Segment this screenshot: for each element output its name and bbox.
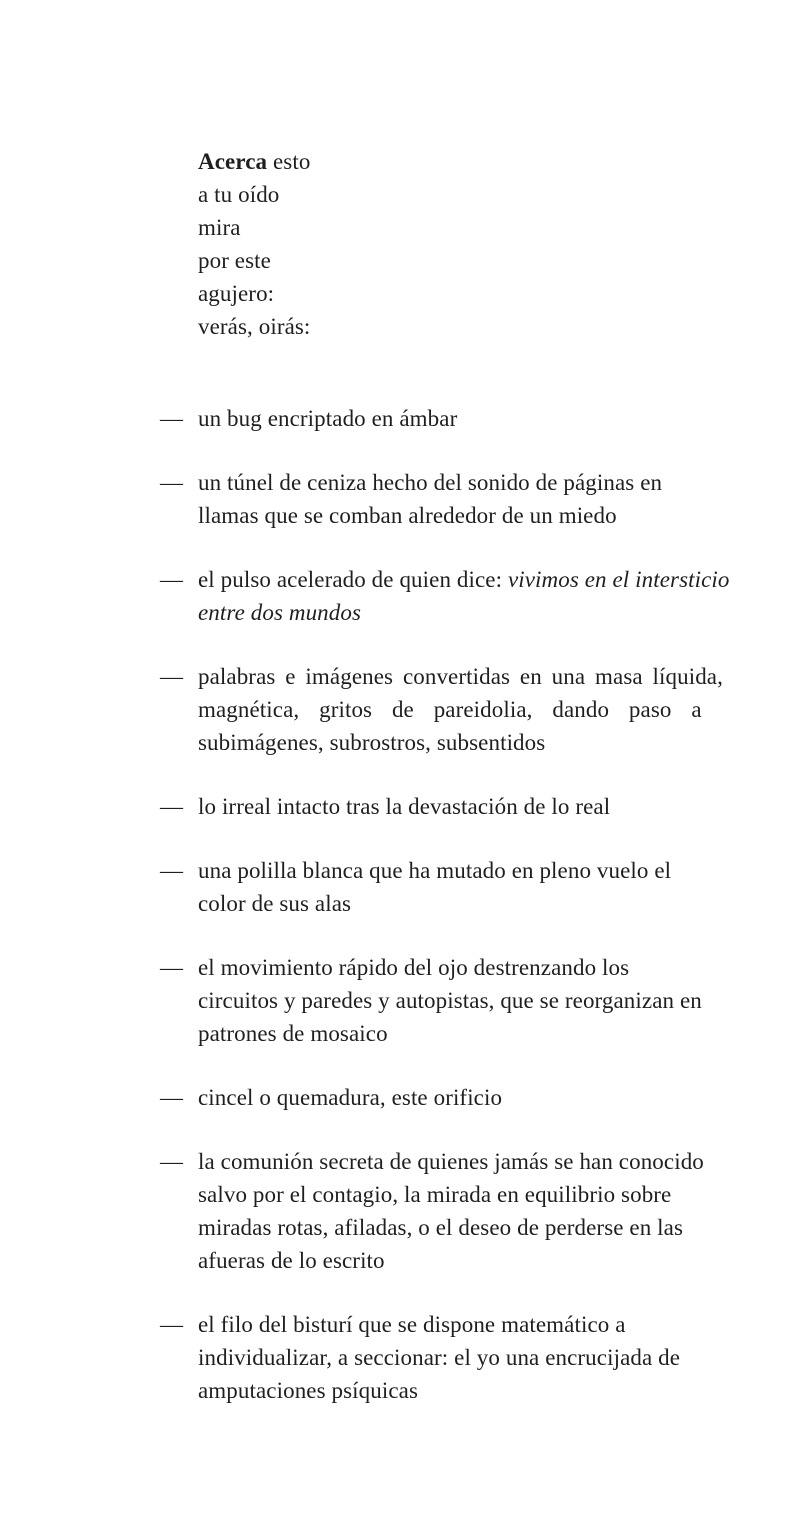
item-line [198, 887, 694, 920]
opening-stanza [198, 145, 694, 343]
item-text [198, 790, 694, 823]
item-text [198, 466, 694, 532]
em-dash-marker: — [160, 567, 184, 592]
item-text [198, 660, 723, 759]
item-line [198, 1374, 694, 1407]
stanza-line [198, 211, 694, 244]
stanza-line [198, 244, 694, 277]
text-segment: amputaciones psíquicas [198, 1378, 419, 1403]
item-text [198, 1145, 704, 1277]
item-line [198, 1341, 694, 1374]
text-segment: llamas que se comban alrededor de un miedo [198, 503, 617, 528]
em-dash-marker: — [160, 1149, 184, 1174]
em-dash-marker: — [160, 664, 184, 689]
poem-list-item [160, 854, 694, 920]
text-segment: salvo por el contagio, la mirada en equilibrio sobre [198, 1182, 672, 1207]
stanza-line [198, 277, 694, 310]
poem-list-item [160, 951, 702, 1050]
stanza-line [198, 178, 694, 211]
item-text [198, 1081, 694, 1114]
item-text [198, 854, 694, 920]
poem-list-item [160, 466, 694, 532]
text-segment: mira [198, 215, 241, 240]
item-line [198, 951, 694, 984]
text-segment: cincel o quemadura, este orificio [198, 1085, 503, 1110]
text-segment: patrones de mosaico [198, 1021, 388, 1046]
item-line [198, 1244, 694, 1277]
text-segment: subimágenes, subrostros, subsentidos [198, 730, 546, 755]
stanza-line [198, 310, 694, 343]
text-segment: un bug encriptado en ámbar [198, 406, 458, 431]
item-line [198, 563, 730, 596]
item-line [198, 726, 694, 759]
text-segment: Acerca [198, 149, 268, 174]
poem-list-item [160, 790, 694, 823]
item-text [198, 1308, 694, 1407]
text-segment: esto [267, 149, 311, 174]
em-dash-marker: — [160, 955, 184, 980]
poem-list-item [160, 1308, 694, 1407]
text-segment: palabras e imágenes convertidas en una masa líquida, [198, 664, 723, 689]
text-segment: el filo del bisturí que se dispone matemático a [198, 1312, 626, 1337]
item-line [198, 499, 694, 532]
item-text [198, 951, 702, 1050]
text-segment: la comunión secreta de quienes jamás se han conocido [198, 1149, 704, 1174]
item-line [198, 1178, 694, 1211]
text-segment: agujero: [198, 281, 275, 306]
item-line [198, 1211, 694, 1244]
em-dash-marker: — [160, 406, 184, 431]
em-dash-marker: — [160, 470, 184, 495]
text-segment: lo irreal intacto tras la devastación de lo real [198, 794, 611, 819]
item-line [198, 854, 694, 887]
item-line [198, 402, 694, 435]
text-segment: circuitos y paredes y autopistas, que se reorganizan en [198, 988, 702, 1013]
poem-list-item [160, 1145, 704, 1277]
em-dash-marker: — [160, 794, 184, 819]
text-segment: por este [198, 248, 271, 273]
text-segment: una polilla blanca que ha mutado en pleno vuelo el [198, 858, 672, 883]
item-line [198, 1081, 694, 1114]
poem-page [160, 145, 730, 1407]
text-segment: a tu oído [198, 182, 280, 207]
text-segment: un túnel de ceniza hecho del sonido de páginas en [198, 470, 663, 495]
item-line [198, 1017, 694, 1050]
em-dash-marker: — [160, 1312, 184, 1337]
item-line [198, 596, 694, 629]
text-segment: afueras de lo escrito [198, 1248, 385, 1273]
item-text [198, 402, 694, 435]
item-line [198, 984, 702, 1017]
text-segment: individualizar, a seccionar: el yo una encrucijada de [198, 1345, 681, 1370]
poem-list [160, 402, 730, 1407]
text-segment: entre dos mundos [198, 600, 362, 625]
poem-list-item [160, 1081, 694, 1114]
item-line [198, 693, 702, 726]
item-line [198, 466, 694, 499]
text-segment: el pulso acelerado de quien dice: [198, 567, 508, 592]
stanza-line [198, 145, 694, 178]
em-dash-marker: — [160, 1085, 184, 1110]
em-dash-marker: — [160, 858, 184, 883]
item-line [198, 660, 723, 693]
text-segment: color de sus alas [198, 891, 352, 916]
text-segment: verás, oirás: [198, 314, 311, 339]
text-segment: magnética, gritos de pareidolia, dando paso a [198, 697, 702, 722]
item-line [198, 1145, 704, 1178]
text-segment: el movimiento rápido del ojo destrenzando los [198, 955, 630, 980]
item-line [198, 1308, 694, 1341]
item-text [198, 563, 730, 629]
item-line [198, 790, 694, 823]
text-segment: miradas rotas, afiladas, o el deseo de perderse en las [198, 1215, 684, 1240]
poem-list-item [160, 563, 730, 629]
poem-list-item [160, 660, 723, 759]
poem-list-item [160, 402, 694, 435]
text-segment: vivimos en el intersticio [507, 567, 730, 592]
